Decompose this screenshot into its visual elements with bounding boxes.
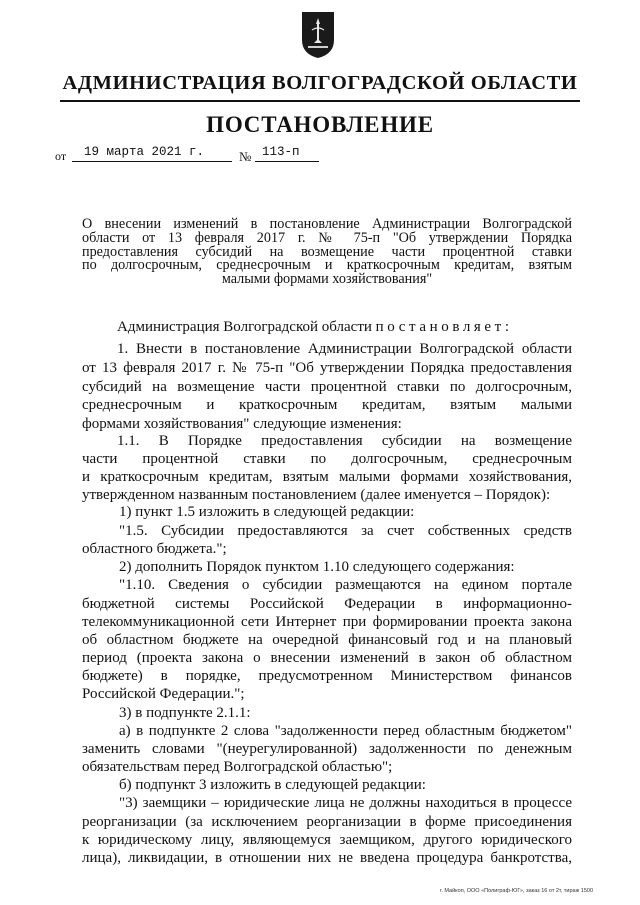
body-line: а) в подпункте 2 слова "задолженности перед областным бюджетом" (119, 723, 572, 739)
document-date: 19 марта 2021 г. (84, 145, 205, 159)
header-rule (60, 100, 580, 102)
body-line: субсидий на возмещение части процентной ставки по долгосрочным, (82, 379, 572, 395)
subject-line: области от 13 февраля 2017 г. № 75-п "Об утверждении Порядка (82, 229, 572, 246)
opening-subject: Администрация Волгоградской области (117, 319, 372, 335)
number-prefix: № (239, 149, 252, 164)
body-line: среднесрочным и краткосрочным кредитам, взятым малыми (82, 397, 572, 413)
coat-of-arms-emblem (300, 10, 336, 60)
body-line: заменить словами "(неурегулированной) задолженности по денежным (82, 741, 572, 757)
agency-title: АДМИНИСТРАЦИЯ ВОЛГОГРАДСКОЙ ОБЛАСТИ (62, 72, 578, 94)
body-line: обязательствам перед Волгоградской областью"; (82, 759, 393, 775)
body-line: "1.5. Субсидии предоставляются за счет собственных средств (119, 523, 572, 539)
body-line: областного бюджета."; (82, 541, 227, 557)
document-subject (82, 218, 572, 287)
printer-imprint: г. Майкоп, ООО «Полиграф-ЮГ», заказ 16 от 2т, тираж 1500 (440, 888, 594, 894)
body-line: лица), ликвидации, в отношении них не введена процедура банкротства, (82, 850, 572, 866)
body-line: 1) пункт 1.5 изложить в следующей редакции: (119, 504, 415, 520)
subject-line: по долгосрочным, среднесрочным и краткосрочным кредитам, взятым (82, 257, 572, 274)
body-line: 2) дополнить Порядок пунктом 1.10 следующего содержания: (119, 559, 515, 575)
date-prefix: от (55, 149, 67, 163)
opening-line (117, 319, 572, 336)
body-line: от 13 февраля 2017 г. № 75-п "Об утверждении Порядка предоставления (82, 360, 572, 376)
subject-line: малыми формами хозяйствования" (221, 271, 433, 288)
opening-verb: постановляет: (375, 319, 513, 335)
document-type-title: ПОСТАНОВЛЕНИЕ (206, 112, 434, 137)
body-line: "1.10. Сведения о субсидии размещаются на едином портале (119, 577, 572, 593)
subject-line: предоставления субсидий на возмещение части процентной ставки (82, 243, 572, 260)
body-line: части процентной ставки по долгосрочным, среднесрочным (82, 451, 572, 467)
body-line: "3) заемщики – юридические лица не должны находиться в процессе (119, 795, 572, 811)
document-number: 113-п (262, 145, 300, 159)
body-line: 1.1. В Порядке предоставления субсидии на возмещение (117, 433, 572, 449)
body-line: и краткосрочным кредитам, взятым малыми формами хозяйствования, (82, 469, 572, 485)
body-line: реорганизации (за исключением реорганизации в форме присоединения (82, 814, 572, 830)
date-underline (72, 161, 232, 162)
body-line: об областном бюджете на очередной финансовый год и на плановый (82, 632, 572, 648)
subject-line: О внесении изменений в постановление Администрации Волгоградской (82, 216, 572, 232)
body-line: формами хозяйствования" следующие изменения: (82, 416, 402, 432)
body-line: бюджетной системы Российской Федерации в информационно- (82, 596, 572, 612)
body-line: бюджете) в порядке, предусмотренном Министерством финансов (82, 668, 572, 684)
body-line: телекоммуникационной сети Интернет при формировании проекта закона (82, 614, 572, 630)
body-line: 1. Внести в постановление Администрации Волгоградской области (117, 341, 572, 357)
body-line: Российской Федерации."; (82, 686, 245, 702)
number-underline (255, 161, 319, 162)
body-line: б) подпункт 3 изложить в следующей редакции: (119, 777, 426, 793)
body-line: утвержденном названным постановлением (далее именуется – Порядок): (82, 487, 551, 503)
body-line: период (проекта закона о внесении изменений в закон об областном (82, 650, 572, 666)
body-line: 3) в подпункте 2.1.1: (119, 705, 251, 721)
body-line: к юридическому лицу, являющемуся заемщиком, другого юридического (82, 832, 572, 848)
